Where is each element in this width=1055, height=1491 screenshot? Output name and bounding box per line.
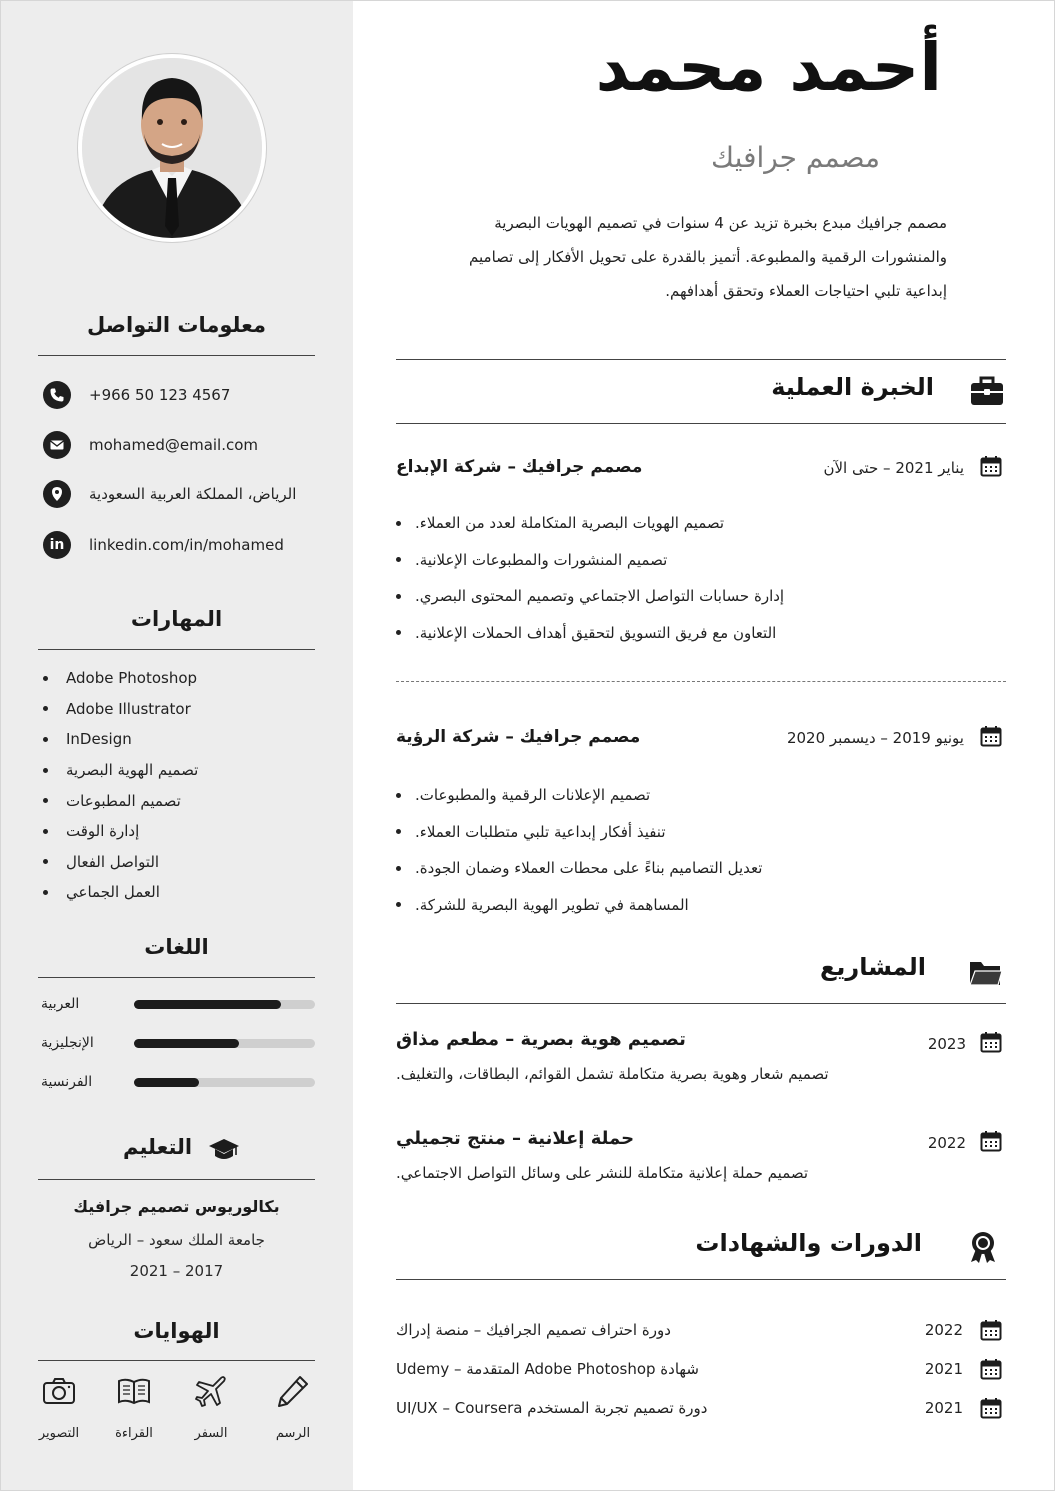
bullet-text: تصميم المنشورات والمطبوعات الإعلانية.	[415, 550, 668, 569]
calendar-icon	[980, 1397, 1002, 1419]
briefcase-icon	[969, 373, 1005, 409]
project-item	[396, 1029, 1006, 1089]
email-address: mohamed@email.com	[89, 436, 259, 454]
language-level-fill	[134, 1000, 281, 1009]
language-level-fill	[134, 1078, 199, 1087]
skill-label: إدارة الوقت	[66, 822, 140, 841]
calendar-icon	[980, 1319, 1002, 1341]
course-name: دورة احتراف تصميم الجرافيك – منصة إدراك	[396, 1321, 671, 1339]
calendar-icon	[980, 1031, 1002, 1053]
bullet-text: التعاون مع فريق التسويق لتحقيق أهداف الحملات الإعلانية.	[415, 623, 777, 642]
experience-bottom-divider	[396, 423, 1006, 424]
contact-phone[interactable]	[43, 381, 230, 409]
contact-email[interactable]	[43, 431, 258, 459]
email-icon	[43, 431, 71, 459]
phone-icon	[43, 381, 71, 409]
skill-label: العمل الجماعي	[66, 883, 160, 902]
hobbies-divider	[38, 1360, 315, 1361]
language-row	[41, 1072, 315, 1092]
languages-heading: اللغات	[144, 935, 209, 959]
job-bullet	[396, 615, 1006, 652]
projects-divider	[396, 1003, 1006, 1004]
language-name: العربية	[41, 996, 80, 1012]
contact-heading: معلومات التواصل	[87, 313, 266, 337]
job-role: مصمم جرافيك – شركة الرؤية	[396, 727, 641, 747]
hobby-drawing	[263, 1373, 323, 1441]
job-bullet	[396, 542, 1006, 579]
bullet-text: تصميم الهويات البصرية المتكاملة لعدد من العملاء.	[415, 514, 725, 533]
education-divider	[38, 1179, 315, 1180]
project-title: حملة إعلانية – منتج تجميلي	[396, 1128, 635, 1149]
projects-heading: المشاريع	[820, 953, 926, 981]
job-date: يونيو 2019 – ديسمبر 2020	[786, 729, 964, 747]
linkedin-icon: in	[43, 531, 71, 559]
job-bullet	[396, 578, 1006, 615]
language-level-track	[134, 1078, 315, 1087]
bullet-text: تنفيذ أفكار إبداعية تلبي متطلبات العملاء.	[415, 822, 666, 841]
skill-item	[43, 724, 198, 755]
course-item	[396, 1397, 1006, 1421]
profile-summary: مصمم جرافيك مبدع بخبرة تزيد عن 4 سنوات في تصميم الهويات البصرية والمنشورات الرقمية والمطبوعة. أتميز بالقدرة على تحويل الأفكار إلى تصاميم إبداعية تلبي احتياجات العملاء وتحقق أهدافهم.	[469, 214, 947, 300]
project-year: 2023	[927, 1035, 966, 1053]
person-title: مصمم جرافيك	[711, 141, 880, 174]
course-item	[396, 1319, 1006, 1343]
skill-label: التواصل الفعال	[66, 852, 160, 871]
course-year: 2021	[924, 1360, 963, 1378]
location-text: الرياض، المملكة العربية السعودية	[89, 485, 297, 503]
course-name: شهادة Adobe Photoshop المتقدمة – Udemy	[396, 1360, 699, 1378]
language-level-fill	[134, 1039, 239, 1048]
language-name: الفرنسية	[41, 1074, 93, 1090]
skill-item	[43, 847, 198, 878]
hobby-photography	[29, 1373, 89, 1441]
calendar-icon	[980, 725, 1002, 747]
skill-item	[43, 694, 198, 725]
job-bullets	[396, 777, 1006, 923]
education-heading-row	[38, 1133, 315, 1167]
language-level-track	[134, 1000, 315, 1009]
hobby-label: السفر	[194, 1426, 228, 1441]
experience-heading: الخبرة العملية	[771, 373, 934, 401]
job-bullet	[396, 850, 1006, 887]
experience-top-divider	[396, 359, 1006, 360]
hobby-travel	[181, 1373, 241, 1441]
language-name: الإنجليزية	[41, 1035, 94, 1051]
hobby-label: القراءة	[115, 1426, 153, 1441]
skill-label: InDesign	[66, 730, 132, 749]
pencil-icon	[275, 1373, 311, 1409]
graduation-cap-icon	[208, 1135, 240, 1165]
project-title: تصميم هوية بصرية – مطعم مذاق	[396, 1029, 686, 1050]
job-header	[396, 725, 1006, 755]
hobby-reading	[104, 1373, 164, 1441]
job-header	[396, 455, 1006, 485]
skill-label: Adobe Illustrator	[66, 699, 191, 718]
skill-item	[43, 877, 198, 908]
hobbies-heading: الهوايات	[133, 1319, 220, 1343]
course-year: 2022	[924, 1321, 963, 1339]
skill-label: تصميم المطبوعات	[66, 791, 181, 810]
award-icon	[965, 1229, 1001, 1265]
bullet-text: تعديل التصاميم بناءً على محطات العملاء وضمان الجودة.	[415, 859, 763, 878]
job-date: يناير 2021 – حتى الآن	[823, 459, 964, 477]
profile-photo	[78, 54, 266, 242]
linkedin-url: linkedin.com/in/mohamed	[89, 536, 284, 554]
hobby-label: الرسم	[275, 1426, 311, 1441]
skill-item	[43, 755, 198, 786]
skill-item	[43, 785, 198, 816]
courses-heading: الدورات والشهادات	[695, 1229, 922, 1257]
course-name: دورة تصميم تجربة المستخدم UI/UX – Coursera	[396, 1399, 708, 1417]
project-description: تصميم حملة إعلانية متكاملة للنشر على وسائل التواصل الاجتماعي.	[396, 1164, 809, 1182]
airplane-icon	[193, 1373, 229, 1409]
project-year: 2022	[927, 1134, 966, 1152]
languages-divider	[38, 977, 315, 978]
bullet-text: المساهمة في تطوير الهوية البصرية للشركة.	[415, 895, 689, 914]
bullet-text: إدارة حسابات التواصل الاجتماعي وتصميم المحتوى البصري.	[415, 587, 785, 606]
language-row	[41, 994, 315, 1014]
skill-label: Adobe Photoshop	[66, 669, 198, 688]
job-bullet	[396, 505, 1006, 542]
skill-item	[43, 663, 198, 694]
skill-label: تصميم الهوية البصرية	[66, 761, 199, 780]
language-level-track	[134, 1039, 315, 1048]
folder-icon	[968, 955, 1004, 991]
course-year: 2021	[924, 1399, 963, 1417]
calendar-icon	[980, 455, 1002, 477]
location-icon	[43, 480, 71, 508]
bullet-text: تصميم الإعلانات الرقمية والمطبوعات.	[415, 786, 651, 805]
calendar-icon	[980, 1130, 1002, 1152]
contact-linkedin[interactable]	[43, 531, 284, 559]
skills-list	[43, 663, 198, 908]
skill-item	[43, 816, 198, 847]
education-years: 2017 – 2021	[129, 1262, 224, 1280]
contact-divider	[38, 355, 315, 356]
person-name: أحمد محمد	[595, 29, 942, 106]
skills-divider	[38, 649, 315, 650]
skills-heading: المهارات	[130, 607, 223, 631]
job-bullet	[396, 777, 1006, 814]
camera-icon	[41, 1373, 77, 1409]
job-role: مصمم جرافيك – شركة الإبداع	[396, 457, 643, 477]
course-item	[396, 1358, 1006, 1382]
phone-number: +966 50 123 4567	[89, 386, 231, 404]
courses-divider	[396, 1279, 1006, 1280]
resume-sidebar	[1, 1, 353, 1490]
hobby-label: التصوير	[38, 1426, 80, 1441]
job-separator	[396, 681, 1006, 682]
language-row	[41, 1033, 315, 1053]
calendar-icon	[980, 1358, 1002, 1380]
job-bullet	[396, 887, 1006, 924]
education-degree: بكالوريوس تصميم جرافيك	[73, 1197, 280, 1216]
education-heading: التعليم	[123, 1135, 193, 1159]
job-bullets	[396, 505, 1006, 651]
contact-location	[43, 480, 296, 508]
job-bullet	[396, 814, 1006, 851]
project-item	[396, 1128, 1006, 1188]
project-description: تصميم شعار وهوية بصرية متكاملة تشمل القوائم، البطاقات، والتغليف.	[396, 1065, 829, 1083]
book-icon	[116, 1373, 152, 1409]
education-school: جامعة الملك سعود – الرياض	[88, 1231, 265, 1249]
